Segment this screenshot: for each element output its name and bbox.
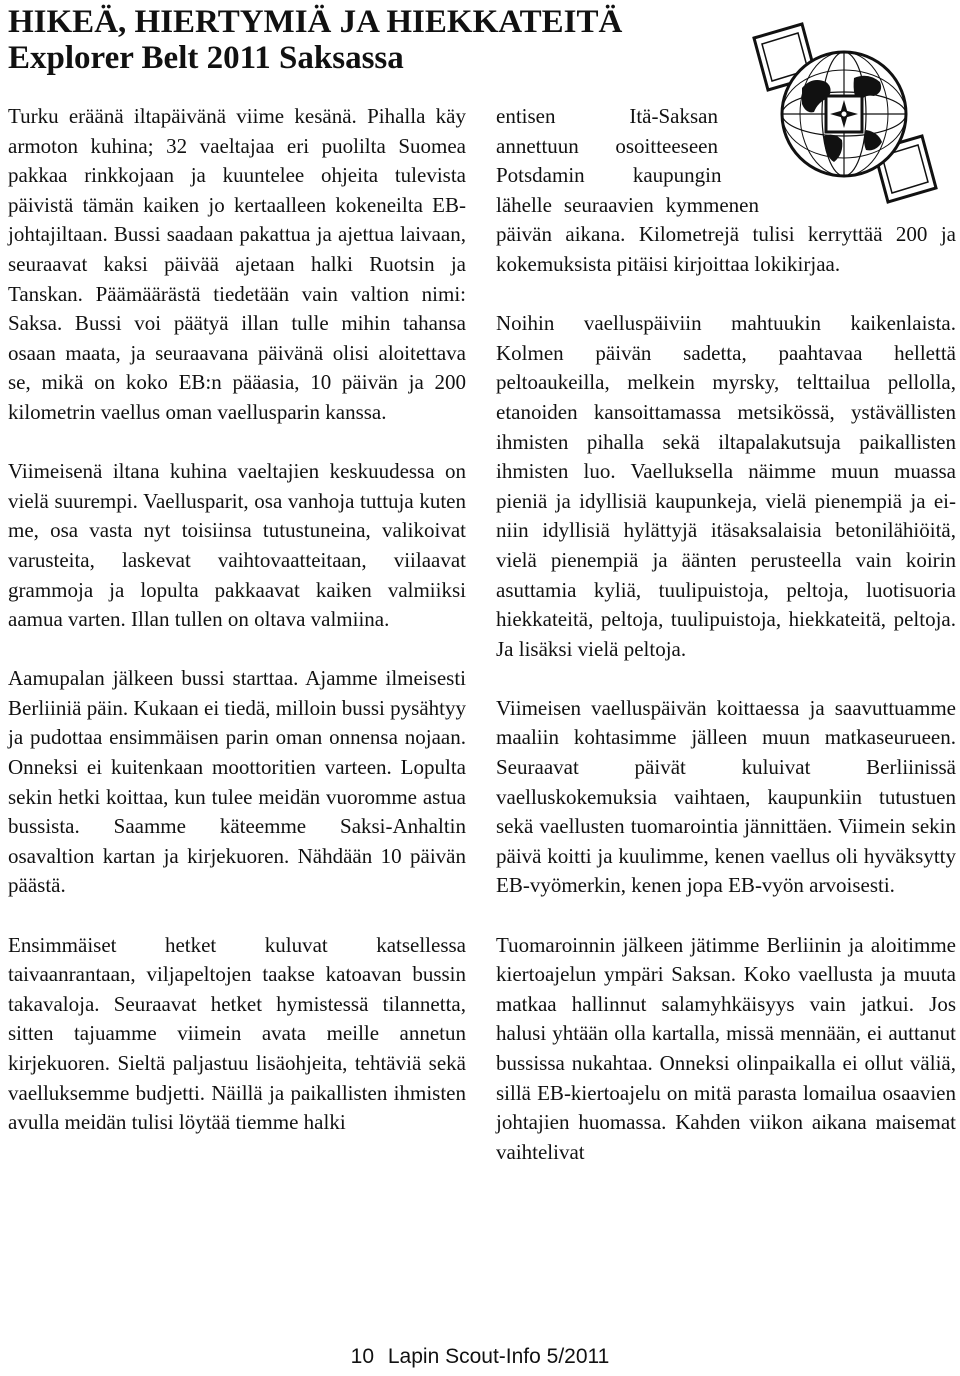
paragraph: Ensimmäiset hetket kuluvat katsellessa taivaanrantaan, viljapeltojen taakse katoavan bussin takavaloja. Seuraavat hetket hymistessä tilannetta, sitten tajuamme viimein avata meille annetun kirjekuoren. Sieltä paljastuu lisäohjeita, tehtäviä sekä vaelluksemme budjetti. Näillä ja paikallisten ihmisten avulla meidän tulisi löytää tiemme halki (8, 932, 466, 1135)
paragraph: Aamupalan jälkeen bussi starttaa. Ajamme ilmeisesti Berliiniä päin. Kukaan ei tiedä, milloin bussi pysähtyy ja pudottaa ensimmäisen parin oman onnensa nojaan. Onneksi ei kuitenkaan moottoritien varteen. Lopulta sekin hetki koittaa, kun tulee meidän vuoromme astua bussista. Saamme käteemme Saksi-Anhaltin osavaltion kartan ja kirjekuoren. Nähdään 10 päivän päästä. (8, 666, 466, 898)
paragraph: Viimeisenä iltana kuhina vaeltajien keskuudessa on vielä suurempi. Vaellusparit, osa vanhoja tuttuja kuten me, osa vasta nyt toisiinsa tutustuneina, valikoivat varusteita, laskevat vaihtovaatteitaan, viilaavat grammoja ja lopulta pakkaavat kaiken valmiiksi aamua varten. Illan tullen on oltava valmiina. (8, 459, 466, 632)
title-line-2: Explorer Belt 2011 Saksassa (8, 40, 404, 76)
paragraph: entisen Itä-Saksan annettuun osoitteeseen Potsdamin kaupungin lähelle seuraavien kymmenen päivän aikana. Kilometrejä tulisi kerryttää 200 ja kokemuksista pitäisi kirjoittaa lokikirjaa. (496, 104, 956, 276)
page-number: 10 (350, 1345, 375, 1368)
article-title (8, 4, 728, 76)
article-column-left (8, 102, 466, 1138)
paragraph: Tuomaroinnin jälkeen jätimme Berliinin ja aloitimme kiertoajelun ympäri Saksan. Koko vaellusta ja muuta matkaa hallinnut salamyhkäisyys vain jatkui. Jos halusi yhtään olla kartalla, missä mennään, ei auttanut bussissa nukahtaa. Onneksi olinpaikalla ei ollut väliä, sillä EB-kiertoajelu on mitä parasta lomailua osaavien johtajien huomassa. Kahden viikon aikana maisemat vaihtelivat (496, 932, 956, 1164)
publication-name: Lapin Scout-Info 5/2011 (387, 1345, 610, 1368)
paragraph: Noihin vaelluspäiviin mahtuukin kaikenlaista. Kolmen päivän sadetta, paahtavaa hellettä peltoaukeilla, melkein myrsky, telttailua pellolla, etanoiden kansoittamassa metsikössä, ystävällisten ihmisten pihalla sekä iltapalakutsuja paikallisten ihmisten luo. Vaelluksella näimme muun muassa pieniä ja idyllisiä kaupunkeja, vielä pienempiä ja ei-niin idyllisiä hylättyjä itäsaksalaisia betonilähiöitä, vielä pienempiä ja äänten perusteella vain koirin asuttamia kyliä, tuulipuistoja, peltoja, luotisuoria hiekkateitä, peltoja, tuulipuistoja, hiekkateitä, peltoja. Ja lisäksi vielä peltoja. (496, 311, 956, 661)
explorer-belt-globe-logo-icon (724, 18, 952, 214)
article-column-right (496, 102, 956, 1167)
page-footer (0, 1344, 960, 1370)
paragraph: Turku eräänä iltapäivänä viime kesänä. Pihalla käy armoton kuhina; 32 vaeltajaa eri puolilta Suomea pakkaa rinkkojaan ja kuuntelee ohjeita tulevista päivistä tämän kaiken jo kertaalleen kokeneilta EB-johtajiltaan. Bussi saadaan pakattua ja ajettua laivaan, seuraavat kaksi päivää ajetaan halki Ruotsin ja Tanskan. Päämäärästä tiedetään vain valtion nimi: Saksa. Bussi voi päätyä illan tulle mihin tahansa osaan maata, ja seuraavana päivänä olisi aloitettava se, mikä on koko EB:n pääasia, 10 päivän ja 200 kilometrin vaellus oman vaellusparin kanssa. (8, 104, 466, 424)
title-line-1: HIKEÄ, HIERTYMIÄ JA HIEKKATEITÄ (8, 4, 623, 40)
paragraph: Viimeisen vaelluspäivän koittaessa ja saavuttuamme maaliin kohtasimme jälleen muun matkaseurueen. Seuraavat päivät kuluivat Berliinissä vaelluskokemuksia vaihtaen, kaupunkiin tutustuen sekä vaellusten tuomarointia jännittäen. Viimein sekin päivä koitti ja kuulimme, kenen vaellus oli hyväksytty EB-vyömerkin, kenen jopa EB-vyön arvoisesti. (496, 695, 956, 898)
